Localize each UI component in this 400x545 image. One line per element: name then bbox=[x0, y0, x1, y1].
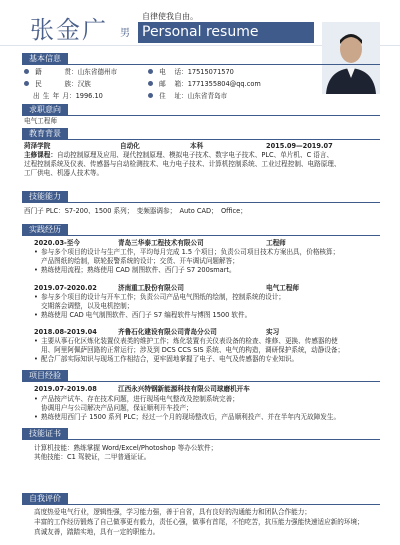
section-basic-info bbox=[22, 53, 380, 64]
school: 菏泽学院 bbox=[24, 142, 51, 150]
info-row: 籍 贯：山东省德州市 bbox=[24, 68, 117, 77]
project-name: 江西永兴特钢新能源科技有限公司球磨机开车 bbox=[118, 385, 250, 393]
edu-period: 2015.09—2019.07 bbox=[266, 142, 333, 150]
self-line: 真诚友善，踏踏实地，具有一定的职能力。 bbox=[34, 528, 160, 536]
project-period: 2019.07-2019.08 bbox=[34, 385, 97, 393]
motto: 自律使我自由。 bbox=[142, 12, 198, 21]
section-education bbox=[22, 128, 380, 139]
job-line: 用、阿里阿佩萨回路的正常运行；涉及到 DCS CCS SIS 系统、电气的构造，调研保护系统，动静设备； bbox=[41, 346, 345, 354]
section-job-intent bbox=[22, 104, 380, 115]
job-role: 电气工程师 bbox=[266, 284, 299, 292]
applicant-name: 张金广 bbox=[30, 16, 108, 44]
job-role: 实习 bbox=[266, 328, 280, 336]
self-line: 高度热爱电气行业，逻辑性强，学习能力强，善于自省，具有良好的沟通能力和团队合作能力； bbox=[34, 508, 311, 516]
section-self-evaluation bbox=[22, 493, 380, 504]
project-line: • 熟练使用西门子 1500 系列 PLC；经过一个月的现场整改后，产品顺利投产、并在半年内无故障发生。 bbox=[34, 413, 341, 421]
job-intent: 电气工程师 bbox=[24, 117, 57, 125]
info-row: 邮 箱：1771355804@qq.com bbox=[148, 80, 261, 89]
major: 自动化 bbox=[120, 142, 140, 150]
section-title: 技能证书 bbox=[22, 428, 68, 439]
section-projects bbox=[22, 370, 380, 381]
project-line: 协调用户与公司解决产品问题，保证顺利开车投产； bbox=[41, 404, 193, 412]
job-line: • 参与多个项目的设计与开车工作；负责公司产品电气图纸的绘制，控制系统的设计； bbox=[34, 293, 285, 301]
info-row: 民 族：汉族 bbox=[24, 80, 91, 89]
phone-icon bbox=[148, 69, 153, 74]
job-role: 工程师 bbox=[266, 239, 286, 247]
job-line: 交期落会调整，以及电机控制； bbox=[41, 302, 134, 310]
courses-line: 主修课程：自动控制原理及应用、现代控制原理、模拟电子技术、数字电子技术、PLC、单片机、C 语言、 bbox=[24, 151, 334, 159]
section-certificates bbox=[22, 428, 380, 439]
degree: 本科 bbox=[190, 142, 204, 150]
job-line: • 熟练使用 CAD 电气制图软件、西门子 S7 编程软件与博图 1500 软件。 bbox=[34, 311, 252, 319]
courses-line: 工厂供电、机器人技术等。 bbox=[24, 169, 104, 177]
home-icon bbox=[148, 93, 153, 98]
section-title: 项目经验 bbox=[22, 370, 68, 381]
job-company: 济南重工股份有限公司 bbox=[118, 284, 184, 292]
job-line: • 主要从事石化区炼化装置仪表类的维护工作；炼化装置有关仪表设备的检查、维修、更换、传感器的使 bbox=[34, 337, 338, 345]
job-line: 产品图纸的绘制，联轮报警系统的设计；交货、开车调试问题解答； bbox=[41, 257, 239, 265]
job-period: 2018.08-2019.04 bbox=[34, 328, 97, 336]
location-icon bbox=[24, 69, 29, 74]
section-title: 实践经历 bbox=[22, 224, 68, 235]
applicant-gender: 男 bbox=[120, 28, 130, 39]
job-company: 青岛三华泰工程技术有限公司 bbox=[118, 239, 204, 247]
job-company: 齐鲁石化建设有限公司青岛分公司 bbox=[118, 328, 217, 336]
skills-text: 西门子 PLC：S7-200、1500 系列； 变频器调参； Auto CAD； Office； bbox=[24, 207, 247, 215]
job-period: 2020.03-至今 bbox=[34, 239, 80, 247]
cert-line: 其他技能：C1 驾驶证，二甲普通证证。 bbox=[34, 453, 151, 461]
mail-icon bbox=[148, 81, 153, 86]
info-row: 出生年月：1996.10 bbox=[33, 92, 103, 100]
section-title: 基本信息 bbox=[22, 53, 68, 64]
cert-line: 计算机技能：熟练掌握 Word/Excel/Photoshop 等办公软件； bbox=[34, 444, 218, 452]
job-period: 2019.07-2020.02 bbox=[34, 284, 97, 292]
people-icon bbox=[24, 81, 29, 86]
project-line: • 产品按产试车、存在技术问题，进行现场电气整改及控制系统完善； bbox=[34, 395, 239, 403]
courses-line: 过程控制系统及仪表、传感器与自动检测技术、电力电子技术、计算机控制系统、工业过程控制、电路原理、 bbox=[24, 160, 341, 168]
info-row: 电 话：17515071570 bbox=[148, 68, 234, 77]
job-line: • 配合厂部实际知识与现场工作相结合，更牢固地掌握了电子、电气及传感器的专业知识。 bbox=[34, 355, 299, 363]
section-title: 技能能力 bbox=[22, 191, 68, 202]
section-title: 教育背景 bbox=[22, 128, 68, 139]
section-title: 自我评价 bbox=[22, 493, 68, 504]
job-line: • 熟练使用流程；熟练使用 CAD 制图软件、西门子 S7 200smart。 bbox=[34, 266, 236, 274]
section-title: 求职意向 bbox=[22, 104, 68, 115]
section-skills bbox=[22, 191, 380, 202]
resume-title: Personal resume bbox=[142, 24, 259, 40]
job-line: • 参与多个项目的设计与生产工作，平均每月完成 1.5 个项目；负责公司项目技术方案出具，价格核算； bbox=[34, 248, 340, 256]
section-experience bbox=[22, 224, 380, 235]
info-row: 住 址：山东省青岛市 bbox=[148, 92, 227, 101]
self-line: 丰富的工作经历锻炼了自己做事更有毅力，责任心强，做事有首尾，不怕吃苦，抗压能力强能快速适应新的环境； bbox=[34, 518, 364, 526]
